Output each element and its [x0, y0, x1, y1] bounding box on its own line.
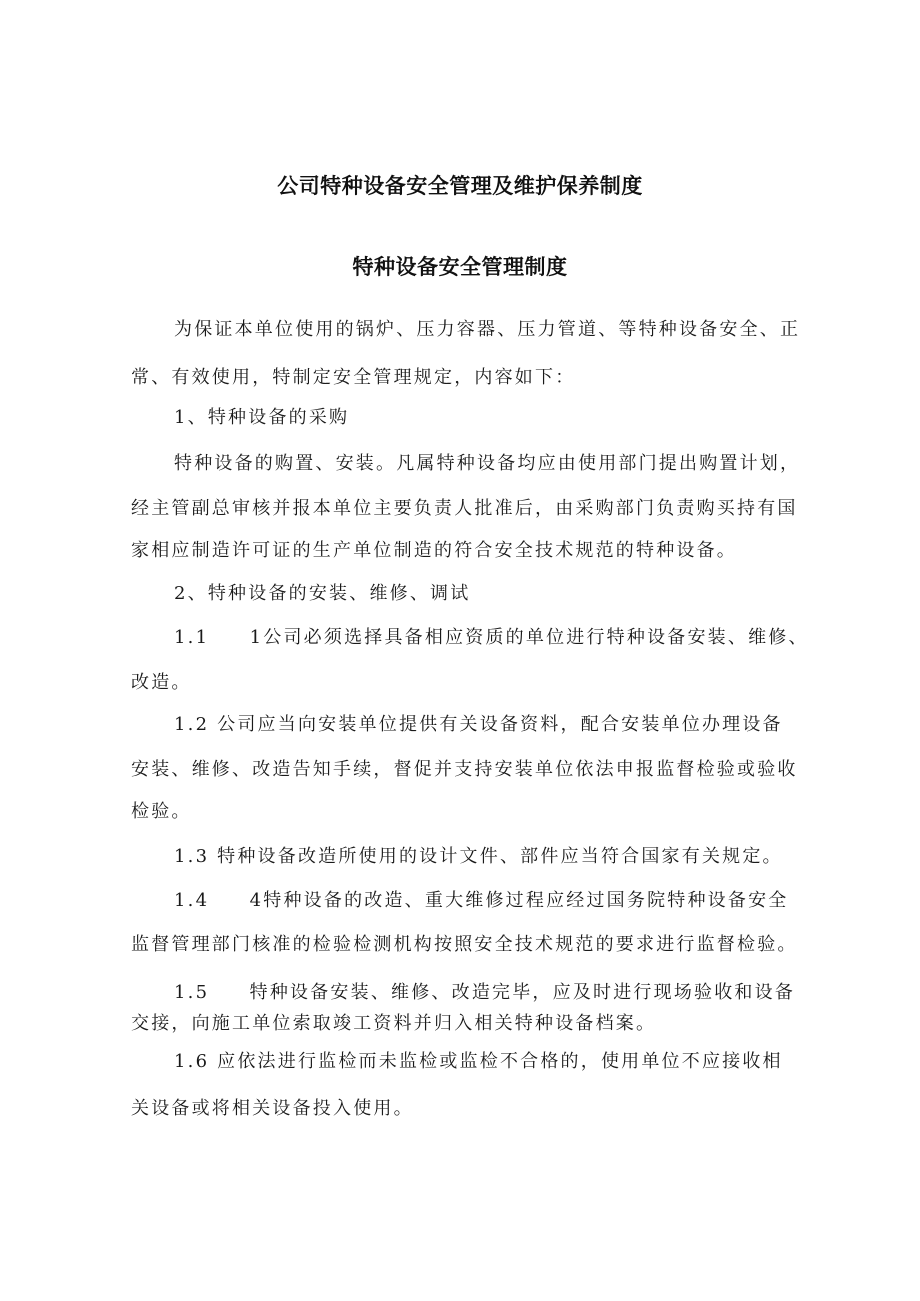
list-heading: 1、特种设备的采购	[174, 407, 350, 428]
paragraph-line: 监督管理部门核准的检验检测机构按照安全技术规范的要求进行监督检验。	[131, 934, 798, 955]
list-heading: 2、特种设备的安装、维修、调试	[174, 583, 471, 604]
paragraph-line: 1.5 特种设备安装、维修、改造完毕，应及时进行现场验收和设备	[174, 982, 796, 1003]
paragraph-line: 改造。	[131, 672, 192, 693]
paragraph-line: 1.2 公司应当向安装单位提供有关设备资料，配合安装单位办理设备	[174, 714, 783, 735]
paragraph-line: 常、有效使用，特制定安全管理规定，内容如下：	[131, 367, 576, 388]
paragraph-line: 安装、维修、改造告知手续，督促并支持安装单位依法申报监督检验或验收	[131, 759, 798, 780]
paragraph-line: 交接，向施工单位索取竣工资料并归入相关特种设备档案。	[131, 1013, 657, 1034]
paragraph-line: 经主管副总审核并报本单位主要负责人批准后，由采购部门负责购买持有国	[131, 498, 798, 519]
paragraph-line: 1.6 应依法进行监检而未监检或监检不合格的，使用单位不应接收相	[174, 1051, 783, 1072]
paragraph-line: 关设备或将相关设备投入使用。	[131, 1098, 414, 1119]
paragraph-line: 家相应制造许可证的生产单位制造的符合安全技术规范的特种设备。	[131, 540, 737, 561]
paragraph-line: 1.3 特种设备改造所使用的设计文件、部件应当符合国家有关规定。	[174, 846, 783, 867]
paragraph-line: 1.4 4特种设备的改造、重大维修过程应经过国务院特种设备安全	[174, 890, 789, 911]
section-title: 特种设备安全管理制度	[352, 255, 568, 279]
paragraph-line: 检验。	[131, 801, 192, 822]
paragraph-line: 特种设备的购置、安装。凡属特种设备均应由使用部门提出购置计划，	[174, 453, 801, 474]
document-title: 公司特种设备安全管理及维护保养制度	[277, 174, 643, 198]
paragraph-line: 1.1 1公司必须选择具备相应资质的单位进行特种设备安装、维修、	[174, 627, 809, 648]
paragraph-line: 为保证本单位使用的锅炉、压力容器、压力管道、等特种设备安全、正	[174, 319, 801, 340]
